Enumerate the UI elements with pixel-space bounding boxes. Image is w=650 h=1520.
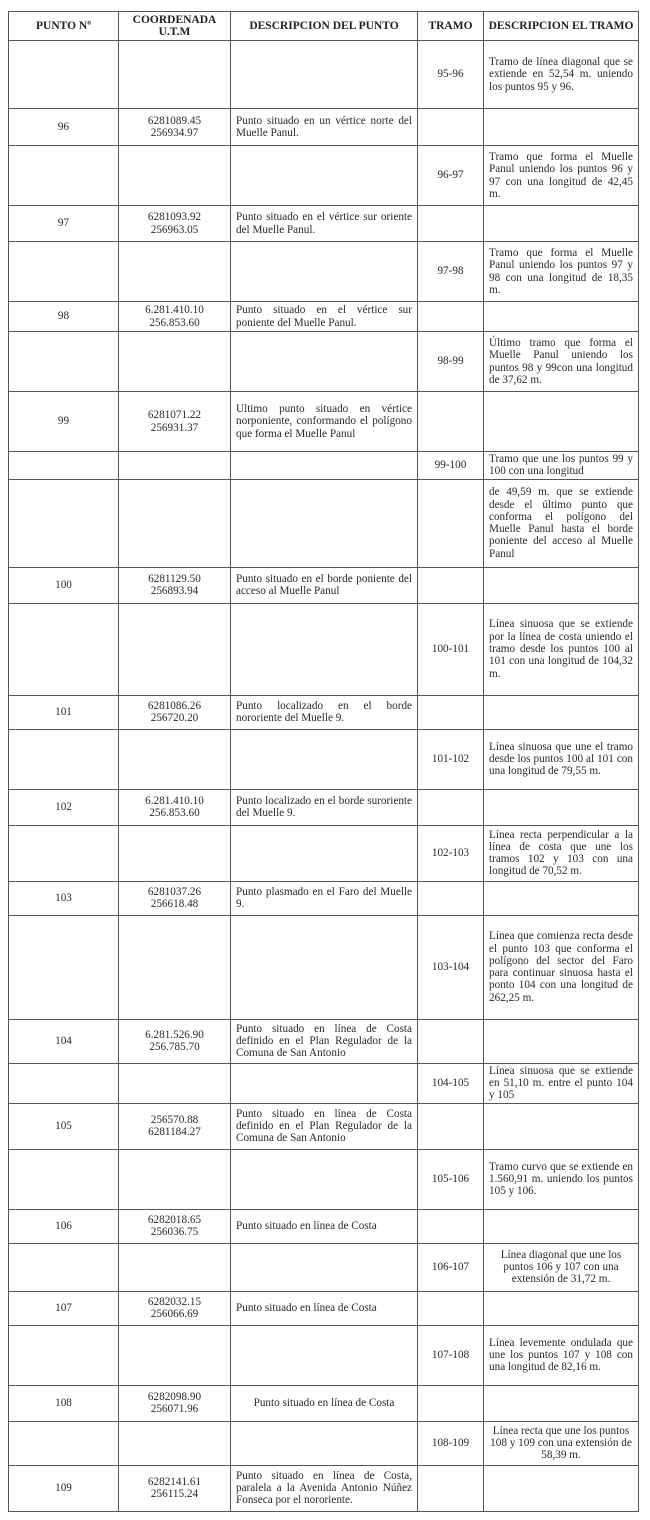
utm-north: 6282018.65 bbox=[147, 1213, 202, 1226]
tramo-row bbox=[9, 1421, 639, 1465]
tramo-row bbox=[9, 479, 639, 567]
coordinates-empty bbox=[119, 1149, 231, 1209]
punto-description: Punto plasmado en el Faro del Muelle 9. bbox=[231, 881, 418, 915]
punto-description: Punto situado en el borde poniente del acceso al Muelle Panul bbox=[231, 567, 418, 603]
tramo-description: Línea recta perpendicular a la línea de costa que une los tramos 102 y 103 con una longitud de 70,52 m. bbox=[484, 825, 639, 881]
punto-description-empty bbox=[231, 1149, 418, 1209]
punto-description: Punto situado en el vértice sur poniente del Muelle Panul. bbox=[231, 302, 418, 332]
tramo-label: 107-108 bbox=[418, 1325, 484, 1385]
tramo-row bbox=[9, 915, 639, 1019]
utm-east: 6281184.27 bbox=[148, 1126, 201, 1139]
punto-row bbox=[9, 1103, 639, 1149]
tramo-description: Tramo que forma el Muelle Panul uniendo los puntos 97 y 98 con una longitud de 18,35 m. bbox=[484, 242, 639, 302]
tramo-empty bbox=[418, 302, 484, 332]
tramo-description: Línea levemente ondulada que une los puntos 107 y 108 con una longitud de 82,16 m. bbox=[484, 1325, 639, 1385]
punto-empty bbox=[9, 729, 119, 789]
punto-number: 97 bbox=[9, 206, 119, 242]
tramo-description: Tramo de línea diagonal que se extiende en 52,54 m. uniendo los puntos 95 y 96. bbox=[484, 41, 639, 109]
punto-empty bbox=[9, 825, 119, 881]
utm-coordinates bbox=[119, 1019, 231, 1063]
utm-north: 6281093.92 bbox=[147, 211, 202, 224]
utm-coordinates bbox=[119, 1209, 231, 1243]
tramo-label: 95-96 bbox=[418, 41, 484, 109]
tramo-empty bbox=[418, 567, 484, 603]
utm-north: 6281071.22 bbox=[147, 409, 202, 422]
tramo-description: Línea sinuosa que une el tramo desde los puntos 100 al 101 con una longitud de 79,55 m. bbox=[484, 729, 639, 789]
coordinates-empty bbox=[119, 242, 231, 302]
coordinates-empty bbox=[119, 41, 231, 109]
utm-east: 256071.96 bbox=[150, 1403, 199, 1416]
punto-description: Punto situado en un vértice norte del Muelle Panul. bbox=[231, 109, 418, 146]
utm-north: 6282141.61 bbox=[147, 1475, 202, 1488]
tramo-row bbox=[9, 729, 639, 789]
punto-description-empty bbox=[231, 1325, 418, 1385]
tramo-description-empty bbox=[484, 302, 639, 332]
coordinates-empty bbox=[119, 1421, 231, 1465]
punto-description-empty bbox=[231, 1421, 418, 1465]
punto-number: 104 bbox=[9, 1019, 119, 1063]
punto-row bbox=[9, 1019, 639, 1063]
punto-row bbox=[9, 392, 639, 452]
tramo-label bbox=[418, 479, 484, 567]
tramo-label: 103-104 bbox=[418, 915, 484, 1019]
tramo-empty bbox=[418, 206, 484, 242]
punto-number: 101 bbox=[9, 695, 119, 729]
punto-description-empty bbox=[231, 825, 418, 881]
coordinates-empty bbox=[119, 915, 231, 1019]
table-header-row bbox=[9, 12, 639, 41]
punto-row bbox=[9, 302, 639, 332]
utm-north: 6.281.526.90 bbox=[145, 1028, 204, 1041]
coordinates-empty bbox=[119, 479, 231, 567]
punto-row bbox=[9, 789, 639, 825]
header-descripcion-tramo: DESCRIPCION EL TRAMO bbox=[484, 12, 639, 41]
tramo-label: 105-106 bbox=[418, 1149, 484, 1209]
punto-number: 107 bbox=[9, 1291, 119, 1325]
punto-row bbox=[9, 109, 639, 146]
punto-description: Punto situado en línea de Costa bbox=[231, 1385, 418, 1421]
tramo-row bbox=[9, 1063, 639, 1103]
coordinates-empty bbox=[119, 603, 231, 695]
tramo-row bbox=[9, 1243, 639, 1291]
utm-east: 256618.48 bbox=[150, 898, 199, 911]
coordinates-empty bbox=[119, 146, 231, 206]
punto-description-empty bbox=[231, 332, 418, 392]
utm-north: 6281086.26 bbox=[147, 699, 202, 712]
tramo-description-empty bbox=[484, 789, 639, 825]
tramo-description-empty bbox=[484, 109, 639, 146]
punto-row bbox=[9, 567, 639, 603]
tramo-description-empty bbox=[484, 1385, 639, 1421]
punto-row bbox=[9, 881, 639, 915]
punto-number: 98 bbox=[9, 302, 119, 332]
utm-coordinates bbox=[119, 1465, 231, 1511]
utm-coordinates bbox=[119, 1385, 231, 1421]
utm-east: 256115.24 bbox=[150, 1488, 199, 1501]
utm-east: 256.853.60 bbox=[149, 807, 200, 820]
punto-description: Punto localizado en el borde suroriente del Muelle 9. bbox=[231, 789, 418, 825]
utm-coordinates bbox=[119, 789, 231, 825]
tramo-label: 96-97 bbox=[418, 146, 484, 206]
utm-east: 256931.37 bbox=[150, 421, 199, 434]
tramo-empty bbox=[418, 109, 484, 146]
punto-empty bbox=[9, 146, 119, 206]
punto-description-empty bbox=[231, 1243, 418, 1291]
utm-east: 256963.05 bbox=[150, 223, 199, 236]
coordinates-empty bbox=[119, 1243, 231, 1291]
punto-number: 109 bbox=[9, 1465, 119, 1511]
punto-row bbox=[9, 695, 639, 729]
tramo-description: Tramo curvo que se extiende en 1.560,91 m. uniendo los puntos 105 y 106. bbox=[484, 1149, 639, 1209]
tramo-row bbox=[9, 603, 639, 695]
tramo-empty bbox=[418, 1103, 484, 1149]
tramo-row bbox=[9, 1325, 639, 1385]
tramo-description-empty bbox=[484, 567, 639, 603]
punto-description: Punto situado en línea de Costa definido en el Plan Regulador de la Comuna de San Antonio bbox=[231, 1103, 418, 1149]
table-body bbox=[9, 41, 639, 1512]
punto-empty bbox=[9, 1149, 119, 1209]
utm-coordinates bbox=[119, 1291, 231, 1325]
punto-description-empty bbox=[231, 729, 418, 789]
coordinates-empty bbox=[119, 1063, 231, 1103]
utm-east: 256893.94 bbox=[150, 585, 199, 598]
header-punto: PUNTO Nº bbox=[9, 12, 119, 41]
tramo-description-empty bbox=[484, 1209, 639, 1243]
tramo-empty bbox=[418, 1385, 484, 1421]
utm-north: 6282032.15 bbox=[147, 1295, 202, 1308]
coordinates-empty bbox=[119, 1325, 231, 1385]
utm-coordinates bbox=[119, 302, 231, 332]
utm-coordinates bbox=[119, 392, 231, 452]
punto-description: Punto situado en el vértice sur oriente del Muelle Panul. bbox=[231, 206, 418, 242]
punto-row bbox=[9, 1209, 639, 1243]
tramo-label: 101-102 bbox=[418, 729, 484, 789]
header-descripcion-punto: DESCRIPCION DEL PUNTO bbox=[231, 12, 418, 41]
tramo-label: 98-99 bbox=[418, 332, 484, 392]
tramo-label: 108-109 bbox=[418, 1421, 484, 1465]
tramo-row bbox=[9, 146, 639, 206]
header-coordenada: COORDENADA U.T.M bbox=[119, 12, 231, 41]
tramo-description-empty bbox=[484, 1019, 639, 1063]
utm-coordinates bbox=[119, 567, 231, 603]
punto-description: Punto situado en línea de Costa bbox=[231, 1209, 418, 1243]
punto-empty bbox=[9, 915, 119, 1019]
tramo-empty bbox=[418, 1465, 484, 1511]
tramo-description-empty bbox=[484, 1291, 639, 1325]
punto-number: 100 bbox=[9, 567, 119, 603]
tramo-empty bbox=[418, 392, 484, 452]
tramo-empty bbox=[418, 1019, 484, 1063]
utm-north: 6.281.410.10 bbox=[145, 794, 204, 807]
tramo-label: 97-98 bbox=[418, 242, 484, 302]
punto-row bbox=[9, 1465, 639, 1511]
punto-number: 105 bbox=[9, 1103, 119, 1149]
tramo-description-empty bbox=[484, 392, 639, 452]
tramo-description: Último tramo que forma el Muelle Panul uniendo los puntos 98 y 99con una longitud de 37,62 m. bbox=[484, 332, 639, 392]
tramo-label: 102-103 bbox=[418, 825, 484, 881]
tramo-description: Línea sinuosa que se extiende en 51,10 m. entre el punto 104 y 105 bbox=[484, 1063, 639, 1103]
punto-number: 108 bbox=[9, 1385, 119, 1421]
punto-number: 102 bbox=[9, 789, 119, 825]
utm-north: 6282098.90 bbox=[147, 1390, 202, 1403]
punto-empty bbox=[9, 242, 119, 302]
utm-east: 256720.20 bbox=[150, 712, 199, 725]
tramo-description: Línea que comienza recta desde el punto 103 que conforma el polígono del sector del Faro para continuar sinuosa hasta el ponto 104 con una longitud de 262,25 m. bbox=[484, 915, 639, 1019]
tramo-empty bbox=[418, 695, 484, 729]
tramo-label: 100-101 bbox=[418, 603, 484, 695]
tramo-row bbox=[9, 1149, 639, 1209]
tramo-empty bbox=[418, 881, 484, 915]
punto-number: 96 bbox=[9, 109, 119, 146]
punto-description-empty bbox=[231, 41, 418, 109]
punto-number: 106 bbox=[9, 1209, 119, 1243]
punto-empty bbox=[9, 41, 119, 109]
header-tramo: TRAMO bbox=[418, 12, 484, 41]
punto-description: Punto localizado en el borde nororiente del Muelle 9. bbox=[231, 695, 418, 729]
tramo-empty bbox=[418, 1209, 484, 1243]
punto-description-empty bbox=[231, 146, 418, 206]
utm-coordinates bbox=[119, 1103, 231, 1149]
punto-description-empty bbox=[231, 1063, 418, 1103]
tramo-description-empty bbox=[484, 695, 639, 729]
coordinates-empty bbox=[119, 729, 231, 789]
utm-north: 6281089.45 bbox=[147, 114, 202, 127]
tramo-row bbox=[9, 41, 639, 109]
punto-row bbox=[9, 1385, 639, 1421]
punto-description: Ultimo punto situado en vértice norponiente, conformando el polígono que forma el Muelle Panul bbox=[231, 392, 418, 452]
punto-empty bbox=[9, 332, 119, 392]
tramo-description: Línea diagonal que une los puntos 106 y 107 con una extensión de 31,72 m. bbox=[484, 1243, 639, 1291]
punto-description-empty bbox=[231, 452, 418, 480]
punto-description-empty bbox=[231, 242, 418, 302]
tramo-empty bbox=[418, 789, 484, 825]
tramo-row bbox=[9, 452, 639, 480]
punto-description-empty bbox=[231, 915, 418, 1019]
coordinates-empty bbox=[119, 452, 231, 480]
boundary-points-table bbox=[8, 11, 639, 1512]
punto-description-empty bbox=[231, 479, 418, 567]
punto-empty bbox=[9, 603, 119, 695]
punto-number: 103 bbox=[9, 881, 119, 915]
punto-empty bbox=[9, 1243, 119, 1291]
utm-east: 256934.97 bbox=[150, 127, 199, 139]
punto-empty bbox=[9, 1063, 119, 1103]
tramo-row bbox=[9, 242, 639, 302]
tramo-description: Línea recta que une los puntos 108 y 109 con una extensión de 58,39 m. bbox=[484, 1421, 639, 1465]
tramo-description-empty bbox=[484, 881, 639, 915]
utm-east: 256066.69 bbox=[150, 1308, 199, 1321]
punto-description: Punto situado en línea de Costa definido en el Plan Regulador de la Comuna de San Antonio bbox=[231, 1019, 418, 1063]
punto-description-empty bbox=[231, 603, 418, 695]
punto-empty bbox=[9, 1325, 119, 1385]
utm-east: 256036.75 bbox=[150, 1226, 199, 1239]
utm-north: 256570.88 bbox=[150, 1113, 199, 1126]
tramo-description: Tramo que une los puntos 99 y 100 con una longitud bbox=[484, 452, 639, 480]
tramo-empty bbox=[418, 1291, 484, 1325]
utm-north: 6281129.50 bbox=[148, 572, 201, 585]
punto-row bbox=[9, 206, 639, 242]
utm-east: 256.853.60 bbox=[149, 316, 200, 329]
coordinates-empty bbox=[119, 332, 231, 392]
tramo-label: 104-105 bbox=[418, 1063, 484, 1103]
tramo-description: Línea sinuosa que se extiende por la línea de costa uniendo el tramo desde los puntos 100 al 101 con una longitud de 104,32 m. bbox=[484, 603, 639, 695]
tramo-description: de 49,59 m. que se extiende desde el último punto que conforma el polígono del Muelle Panul hasta el borde poniente del acceso al Muelle Panul bbox=[484, 479, 639, 567]
utm-coordinates bbox=[119, 695, 231, 729]
punto-description: Punto situado en línea de Costa bbox=[231, 1291, 418, 1325]
coordinates-empty bbox=[119, 825, 231, 881]
tramo-description: Tramo que forma el Muelle Panul uniendo los puntos 96 y 97 con una longitud de 42,45 m. bbox=[484, 146, 639, 206]
tramo-description-empty bbox=[484, 1103, 639, 1149]
utm-coordinates bbox=[119, 881, 231, 915]
tramo-row bbox=[9, 825, 639, 881]
tramo-label: 106-107 bbox=[418, 1243, 484, 1291]
tramo-description-empty bbox=[484, 1465, 639, 1511]
utm-north: 6281037.26 bbox=[147, 885, 202, 898]
punto-number: 99 bbox=[9, 392, 119, 452]
punto-row bbox=[9, 1291, 639, 1325]
utm-coordinates bbox=[119, 109, 231, 146]
tramo-label: 99-100 bbox=[418, 452, 484, 480]
utm-north: 6.281.410.10 bbox=[145, 304, 204, 317]
utm-east: 256.785.70 bbox=[149, 1041, 200, 1054]
tramo-row bbox=[9, 332, 639, 392]
tramo-description-empty bbox=[484, 206, 639, 242]
punto-empty bbox=[9, 452, 119, 480]
punto-description: Punto situado en línea de Costa, paralela a la Avenida Antonio Núñez Fonseca por el nororiente. bbox=[231, 1465, 418, 1511]
punto-empty bbox=[9, 479, 119, 567]
utm-coordinates bbox=[119, 206, 231, 242]
punto-empty bbox=[9, 1421, 119, 1465]
